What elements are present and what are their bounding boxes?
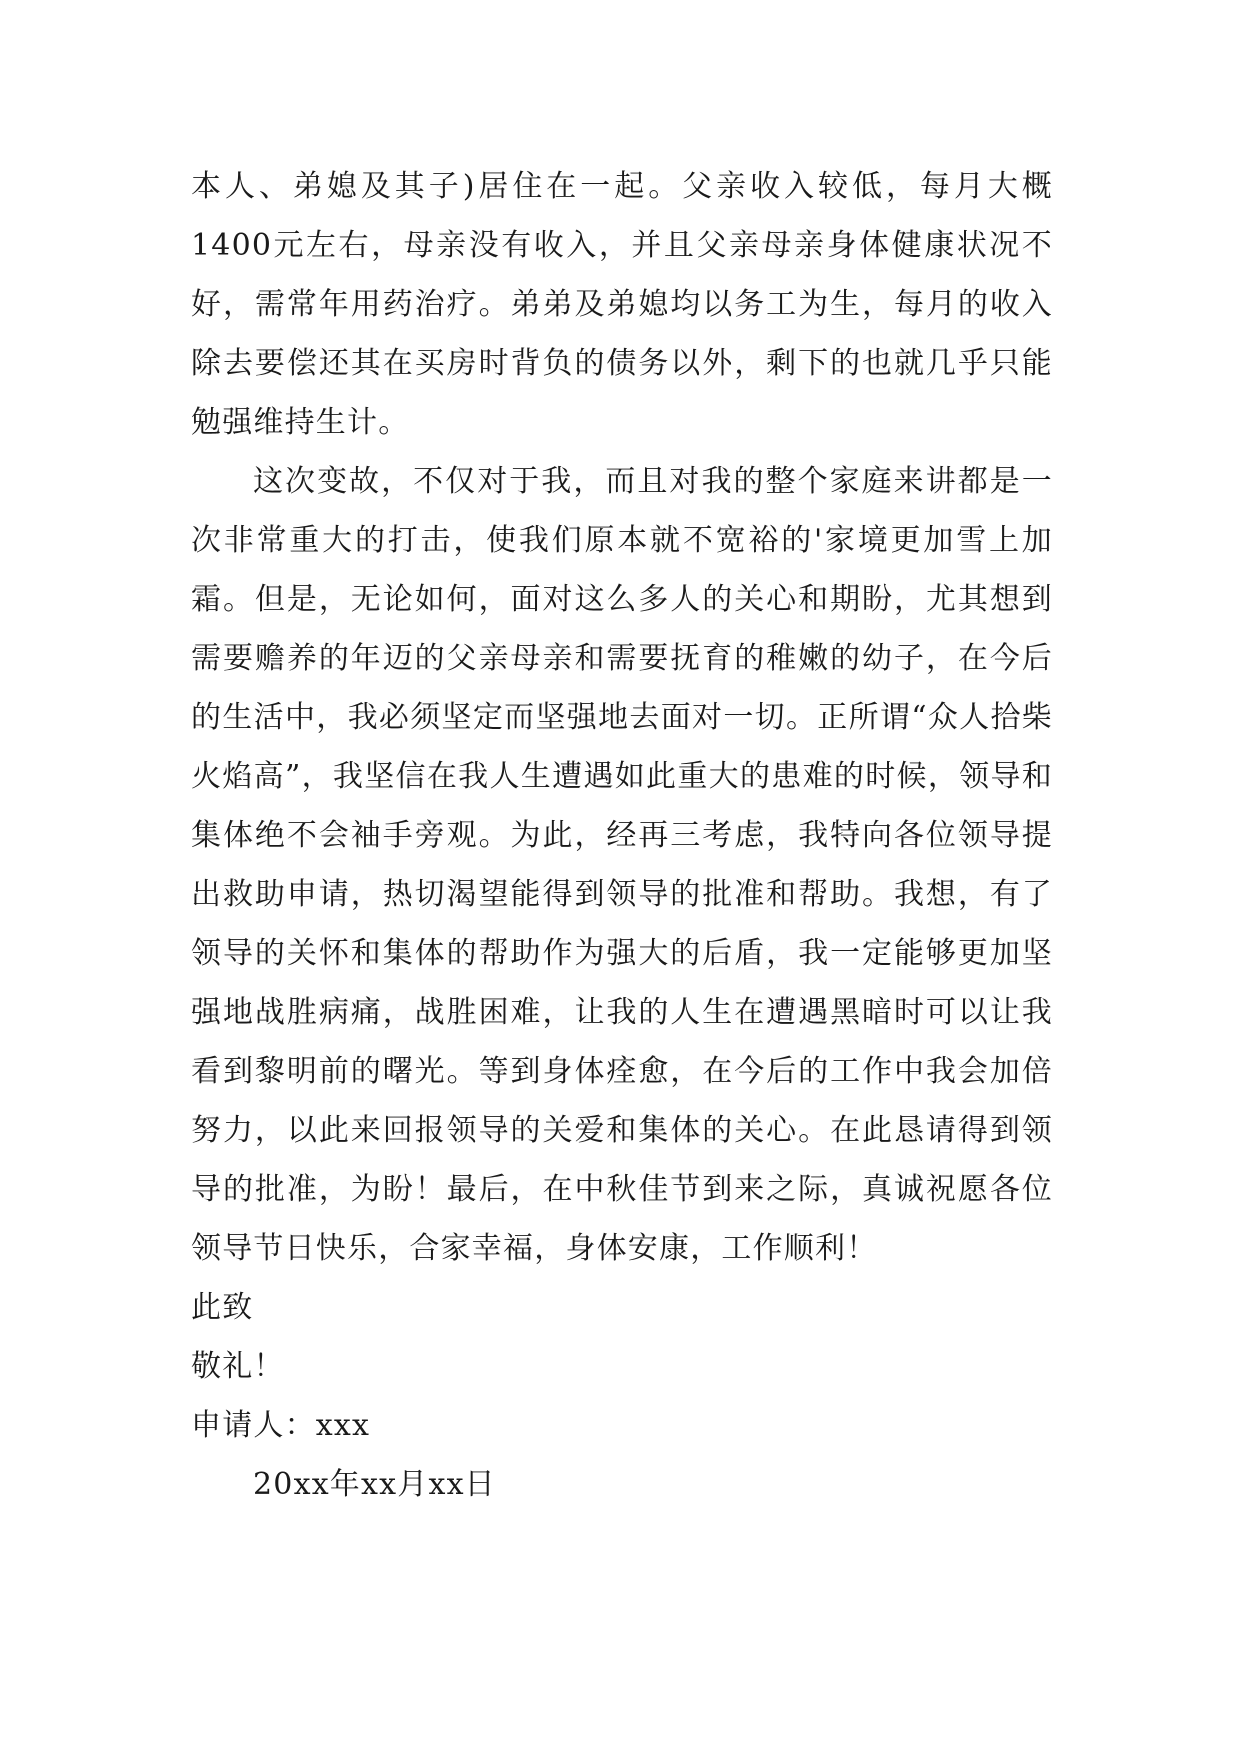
paragraph-family-situation: 本人、弟媳及其子)居住在一起。父亲收入较低，每月大概1400元左右，母亲没有收入，并且父亲母亲身体健康状况不好，需常年用药治疗。弟弟及弟媳均以务工为生，每月的收入除去要偿还其在买房时背负的债务以外，剩下的也就几乎只能勉强维持生计。 — [191, 169, 1053, 440]
application-date: 20xx年xx月xx日 — [253, 1467, 496, 1502]
applicant-signature: 申请人：xxx — [191, 1408, 371, 1443]
closing-salutation: 此致 — [191, 1290, 254, 1325]
document-body — [191, 157, 1053, 1514]
closing-regards: 敬礼！ — [191, 1349, 285, 1384]
paragraph-aid-request: 这次变故，不仅对于我，而且对我的整个家庭来讲都是一次非常重大的打击，使我们原本就不宽裕的'家境更加雪上加霜。但是，无论如何，面对这么多人的关心和期盼，尤其想到需要赡养的年迈的父亲母亲和需要抚育的稚嫩的幼子，在今后的生活中，我必须坚定而坚强地去面对一切。正所谓“众人拾柴火焰高”，我坚信在我人生遭遇如此重大的患难的时候，领导和集体绝不会袖手旁观。为此，经再三考虑，我特向各位领导提出救助申请，热切渴望能得到领导的批准和帮助。我想，有了领导的关怀和集体的帮助作为强大的后盾，我一定能够更加坚强地战胜病痛，战胜困难，让我的人生在遭遇黑暗时可以让我看到黎明前的曙光。等到身体痊愈，在今后的工作中我会加倍努力，以此来回报领导的关爱和集体的关心。在此恳请得到领导的批准，为盼！最后，在中秋佳节到来之际，真诚祝愿各位领导节日快乐，合家幸福，身体安康，工作顺利！ — [191, 464, 1053, 1266]
